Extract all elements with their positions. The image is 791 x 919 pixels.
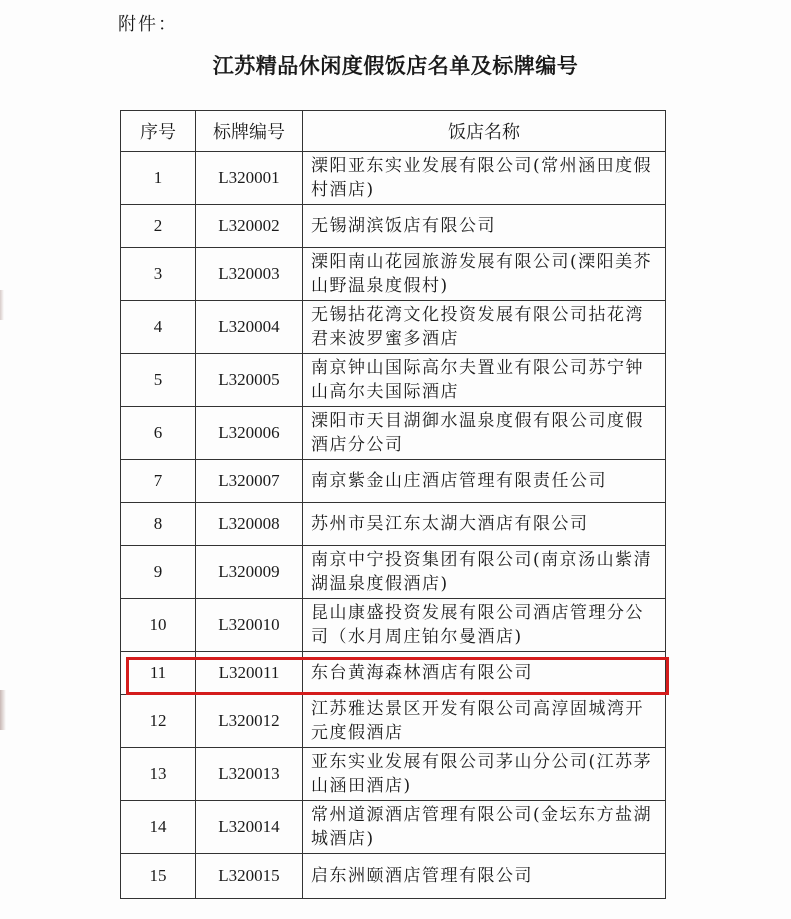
table-row-highlighted [121, 652, 666, 695]
header-seq: 序号 [121, 111, 196, 152]
table-row [121, 801, 666, 854]
row-code: L320011 [196, 652, 303, 695]
row-name: 无锡拈花湾文化投资发展有限公司拈花湾君来波罗蜜多酒店 [303, 301, 666, 354]
table-row [121, 599, 666, 652]
table-row [121, 546, 666, 599]
row-code: L320005 [196, 354, 303, 407]
row-seq: 15 [121, 854, 196, 899]
header-code: 标牌编号 [196, 111, 303, 152]
table-row [121, 301, 666, 354]
attachment-label: 附件： [118, 14, 178, 35]
row-seq: 13 [121, 748, 196, 801]
row-code: L320012 [196, 695, 303, 748]
row-name: 东台黄海森林酒店有限公司 [303, 652, 666, 695]
row-code: L320002 [196, 205, 303, 248]
row-code: L320004 [196, 301, 303, 354]
row-code: L320007 [196, 460, 303, 503]
table-row [121, 695, 666, 748]
table-row [121, 205, 666, 248]
hotel-table [120, 110, 666, 899]
row-name: 溧阳市天目湖御水温泉度假有限公司度假酒店分公司 [303, 407, 666, 460]
row-seq: 14 [121, 801, 196, 854]
row-name: 苏州市吴江东太湖大酒店有限公司 [303, 503, 666, 546]
row-name: 常州道源酒店管理有限公司(金坛东方盐湖城酒店) [303, 801, 666, 854]
row-name: 亚东实业发展有限公司茅山分公司(江苏茅山涵田酒店) [303, 748, 666, 801]
scan-edge-mark [0, 690, 6, 730]
row-code: L320014 [196, 801, 303, 854]
row-code: L320003 [196, 248, 303, 301]
row-code: L320006 [196, 407, 303, 460]
row-code: L320008 [196, 503, 303, 546]
table-row [121, 152, 666, 205]
row-seq: 10 [121, 599, 196, 652]
row-name: 无锡湖滨饭店有限公司 [303, 205, 666, 248]
row-seq: 6 [121, 407, 196, 460]
scan-edge-mark [0, 290, 4, 320]
row-name: 江苏雅达景区开发有限公司高淳固城湾开元度假酒店 [303, 695, 666, 748]
table-row [121, 407, 666, 460]
table-header-row [121, 111, 666, 152]
row-seq: 2 [121, 205, 196, 248]
row-seq: 8 [121, 503, 196, 546]
page-title: 江苏精品休闲度假饭店名单及标牌编号 [212, 53, 579, 78]
table-row [121, 460, 666, 503]
row-seq: 1 [121, 152, 196, 205]
row-seq: 5 [121, 354, 196, 407]
header-name: 饭店名称 [303, 111, 666, 152]
row-name: 溧阳亚东实业发展有限公司(常州涵田度假村酒店) [303, 152, 666, 205]
row-name: 昆山康盛投资发展有限公司酒店管理分公司（水月周庄铂尔曼酒店) [303, 599, 666, 652]
row-code: L320001 [196, 152, 303, 205]
row-name: 南京钟山国际高尔夫置业有限公司苏宁钟山高尔夫国际酒店 [303, 354, 666, 407]
row-seq: 3 [121, 248, 196, 301]
table-row [121, 248, 666, 301]
table-row [121, 503, 666, 546]
row-name: 南京紫金山庄酒店管理有限责任公司 [303, 460, 666, 503]
row-code: L320013 [196, 748, 303, 801]
row-code: L320009 [196, 546, 303, 599]
row-seq: 11 [121, 652, 196, 695]
row-seq: 12 [121, 695, 196, 748]
row-name: 启东洲颐酒店管理有限公司 [303, 854, 666, 899]
row-seq: 7 [121, 460, 196, 503]
table-row [121, 854, 666, 899]
row-code: L320015 [196, 854, 303, 899]
row-code: L320010 [196, 599, 303, 652]
table-row [121, 354, 666, 407]
row-seq: 4 [121, 301, 196, 354]
row-name: 溧阳南山花园旅游发展有限公司(溧阳美芥山野温泉度假村) [303, 248, 666, 301]
row-seq: 9 [121, 546, 196, 599]
row-name: 南京中宁投资集团有限公司(南京汤山紫清湖温泉度假酒店) [303, 546, 666, 599]
table-row [121, 748, 666, 801]
